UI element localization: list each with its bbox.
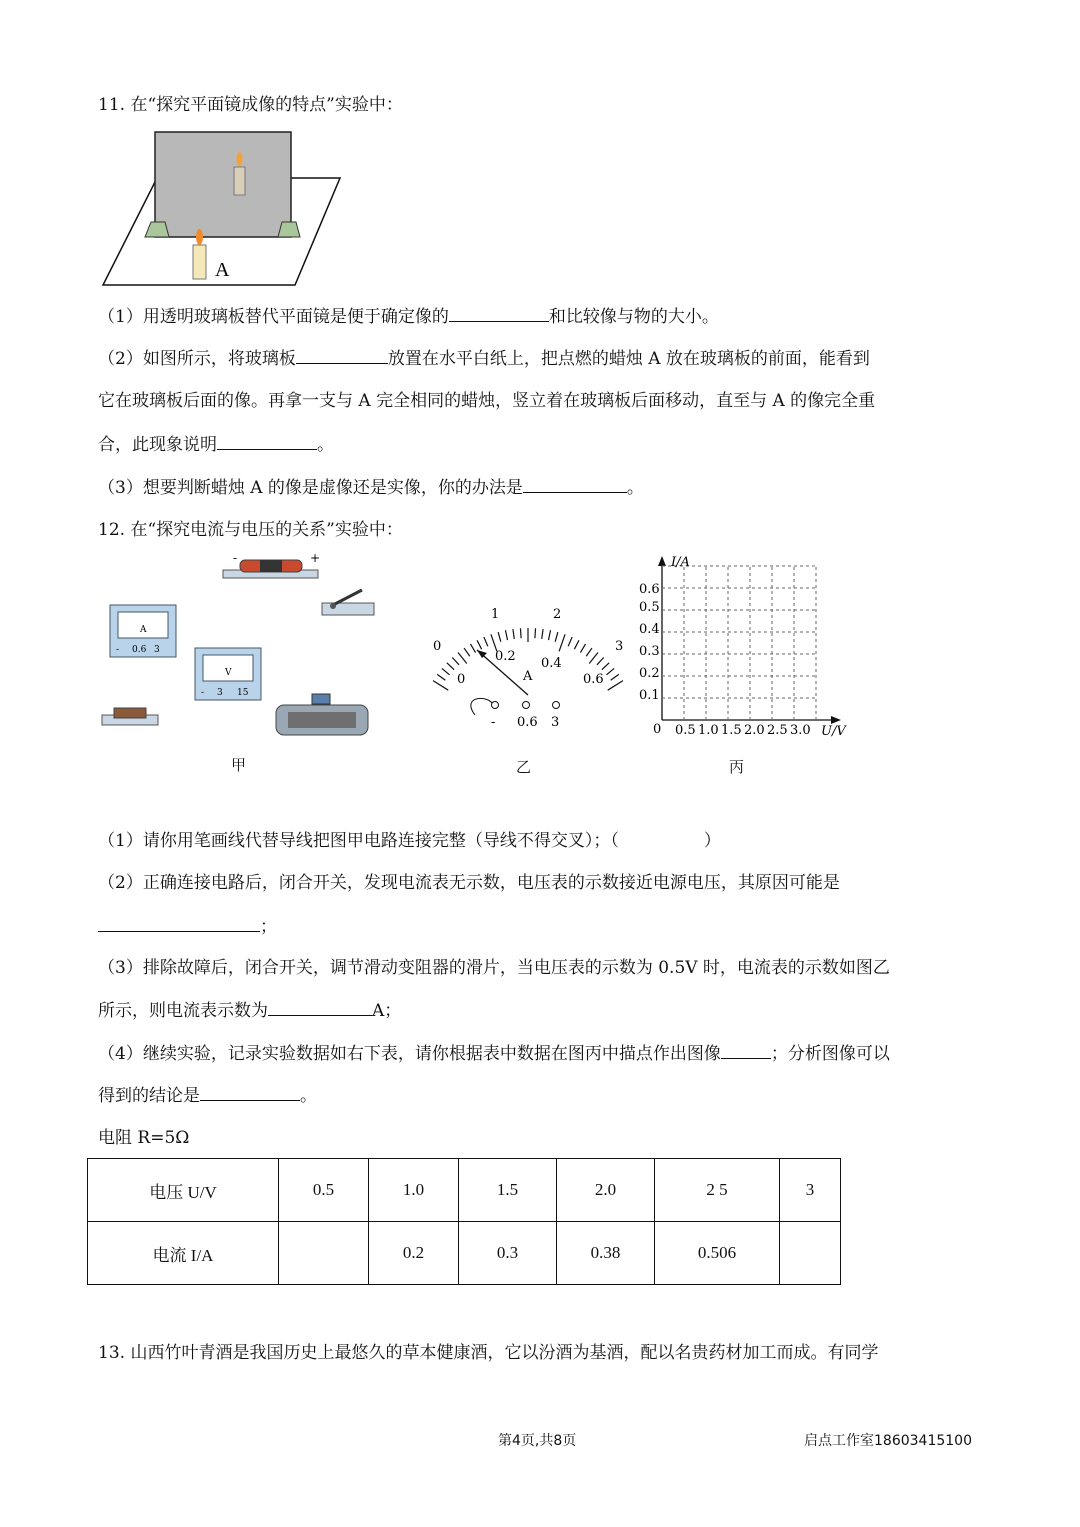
dial-tick	[611, 674, 619, 680]
y-tick-02: 0.2	[639, 666, 660, 681]
table-cell[interactable]	[279, 1222, 369, 1285]
answer-blank[interactable]	[98, 914, 260, 932]
answer-blank[interactable]	[217, 432, 317, 450]
table-cell: 0.506	[655, 1222, 780, 1285]
dial-tick	[549, 630, 551, 640]
terminal-neg	[492, 702, 499, 709]
flame-a	[196, 229, 203, 245]
dial-unit: A	[523, 669, 533, 684]
resistor-coil	[114, 708, 146, 718]
dial-tick	[484, 637, 488, 646]
x-tick-20: 2.0	[744, 723, 765, 738]
q11-part1: （1）用透明玻璃板替代平面镜是便于确定像的 和比较像与物的大小。	[98, 304, 719, 329]
dial-bottom-04: 0.4	[541, 656, 562, 671]
dial-tick	[559, 634, 565, 651]
candle-image	[234, 167, 245, 195]
dial-bottom-06: 0.6	[583, 672, 604, 687]
switch-pivot	[330, 603, 336, 609]
voltmeter-letter: V	[225, 668, 232, 678]
ammeter-letter: A	[140, 625, 147, 635]
q11-part3: （3）想要判断蜡烛 A 的像是虚像还是实像，你的办法是 。	[98, 475, 644, 500]
dial-tick	[535, 628, 536, 638]
q12-part2: （2）正确连接电路后，闭合开关，发现电流表无示数，电压表的示数接近电源电压，其原因可能是	[98, 873, 840, 893]
q12-part3-end: 所示，则电流表示数为 A；	[98, 998, 401, 1023]
q12-part1: （1）请你用笔画线代替导线把图甲电路连接完整（导线不得交叉）；（ ）	[98, 831, 721, 851]
answer-blank[interactable]	[721, 1041, 771, 1059]
ammeter-reading-figure	[425, 600, 635, 735]
graph-origin: 0	[653, 722, 662, 737]
q11-part2-cont: 它在玻璃板后面的像。再拿一支与 A 完全相同的蜡烛，竖立着在玻璃板后面移动，直至与 A 的像完全重	[98, 391, 876, 411]
switch-base	[322, 603, 374, 615]
mirror-figure	[95, 125, 355, 295]
candle-a-label: A	[215, 259, 230, 281]
q12-part2-end: ；	[98, 914, 277, 939]
voltmeter-term-neg: -	[201, 688, 205, 698]
table-cell[interactable]	[780, 1222, 841, 1285]
q13-line: 13. 山西竹叶青酒是我国历史上最悠久的草本健康酒，它以汾酒为基酒，配以名贵药材加工而成。有同学	[98, 1343, 879, 1363]
dial-top-0: 0	[433, 639, 442, 654]
q11-part2: （2）如图所示，将玻璃板 放置在水平白纸上，把点燃的蜡烛 A 放在玻璃板的前面，能看到	[98, 346, 870, 371]
answer-blank[interactable]	[200, 1083, 300, 1101]
figure-label-yi: 乙	[516, 758, 532, 776]
graph-grid	[662, 566, 816, 720]
answer-blank[interactable]	[296, 346, 388, 364]
row-header-current: 电流 I/A	[88, 1222, 279, 1285]
table-cell: 0.38	[557, 1222, 655, 1285]
q12-title: 12. 在“探究电流与电压的关系”实验中：	[98, 520, 403, 540]
dial-tick	[437, 674, 445, 680]
dial-tick	[520, 628, 521, 638]
dial-tick	[447, 663, 454, 670]
answer-blank[interactable]	[268, 998, 372, 1016]
terminal-06	[523, 702, 530, 709]
battery-plus-label: +	[310, 551, 321, 565]
table-cell: 0.5	[279, 1159, 369, 1222]
table-cell: 3	[780, 1159, 841, 1222]
row-header-voltage: 电压 U/V	[88, 1159, 279, 1222]
table-cell: 0.2	[369, 1222, 459, 1285]
dial-top-3: 3	[615, 639, 624, 654]
dial-tick	[442, 668, 450, 674]
answer-blank[interactable]	[523, 475, 627, 493]
dial-tick	[542, 629, 543, 639]
x-tick-15: 1.5	[721, 723, 742, 738]
table-cell: 0.3	[459, 1222, 557, 1285]
dial-top-1: 1	[491, 607, 500, 622]
terminal-3	[553, 702, 560, 709]
q11-title: 11. 在“探究平面镜成像的特点”实验中：	[98, 95, 403, 115]
dial-tick	[602, 663, 609, 670]
wire-curve	[471, 698, 493, 715]
dial-tick	[464, 648, 470, 656]
y-tick-01: 0.1	[639, 688, 660, 703]
dial-tick	[498, 632, 501, 642]
q12-part3: （3）排除故障后，闭合开关，调节滑动变阻器的滑片，当电压表的示数为 0.5V 时，电流表的示数如图乙	[98, 958, 890, 978]
dial-tick	[470, 644, 475, 653]
page-number: 第4页,共8页	[498, 1433, 577, 1449]
y-tick-06: 0.6	[639, 582, 660, 597]
dial-bottom-02: 0.2	[495, 649, 516, 664]
dial-top-2: 2	[553, 607, 562, 622]
dial-tick	[477, 640, 482, 649]
table-cell: 1.0	[369, 1159, 459, 1222]
glass-plate	[155, 132, 291, 237]
term-label-neg: -	[491, 715, 496, 730]
figure-label-jia: 甲	[231, 756, 247, 774]
plate-stand-right	[278, 222, 300, 237]
ammeter-term-3: 3	[154, 645, 160, 655]
x-tick-05: 0.5	[675, 723, 696, 738]
table-row	[88, 1159, 841, 1222]
y-tick-04: 0.4	[639, 622, 660, 637]
dial-tick	[589, 653, 598, 664]
ammeter-term-06: 0.6	[132, 645, 147, 655]
battery-band	[260, 560, 282, 572]
term-label-3: 3	[551, 715, 560, 730]
y-tick-03: 0.3	[639, 644, 660, 659]
flame-image	[237, 152, 243, 166]
data-table	[87, 1158, 841, 1285]
candle-a	[193, 245, 206, 279]
dial-tick	[433, 681, 448, 691]
y-tick-05: 0.5	[639, 600, 660, 615]
dial-tick	[505, 630, 507, 640]
dial-tick	[608, 681, 623, 691]
x-tick-25: 2.5	[767, 723, 788, 738]
dial-tick	[452, 657, 459, 664]
dial-tick	[580, 644, 585, 653]
table-cell: 2 5	[655, 1159, 780, 1222]
figure-label-bing: 丙	[729, 758, 745, 776]
table-cell: 2.0	[557, 1159, 655, 1222]
table-row	[88, 1222, 841, 1285]
x-axis-arrow	[831, 716, 841, 724]
dial-bottom-0: 0	[457, 672, 466, 687]
q11-part2-end: 合，此现象说明 。	[98, 432, 334, 457]
resistance-label: 电阻 R=5Ω	[98, 1128, 190, 1148]
table-cell: 1.5	[459, 1159, 557, 1222]
studio-credit: 启点工作室18603415100	[804, 1433, 972, 1449]
x-tick-30: 3.0	[790, 723, 811, 738]
rheostat-coil	[288, 712, 356, 728]
dial-tick	[458, 653, 467, 664]
ammeter-term-neg: -	[116, 645, 120, 655]
dial-tick	[586, 648, 592, 656]
y-axis-arrow	[658, 556, 666, 566]
rheostat-slider	[312, 694, 330, 704]
voltmeter-term-3: 3	[217, 688, 223, 698]
answer-blank[interactable]	[449, 304, 549, 322]
q12-part4-end: 得到的结论是 。	[98, 1083, 317, 1108]
term-label-06: 0.6	[517, 715, 538, 730]
q12-part4: （4）继续实验，记录实验数据如右下表，请你根据表中数据在图丙中描点作出图像 ；分析图像可以	[98, 1041, 890, 1066]
dial-tick	[555, 632, 558, 642]
battery-minus-label: -	[233, 551, 238, 565]
dial-tick	[568, 637, 572, 646]
dial-tick	[606, 668, 614, 674]
circuit-components-figure	[100, 550, 400, 745]
dial-tick	[513, 629, 514, 639]
x-axis-label: U/V	[821, 724, 846, 739]
voltmeter-term-15: 15	[237, 688, 249, 698]
dial-tick	[574, 640, 579, 649]
x-tick-10: 1.0	[698, 723, 719, 738]
i-u-graph	[635, 550, 860, 740]
dial-tick	[597, 657, 604, 664]
y-axis-label: I/A	[671, 555, 690, 570]
